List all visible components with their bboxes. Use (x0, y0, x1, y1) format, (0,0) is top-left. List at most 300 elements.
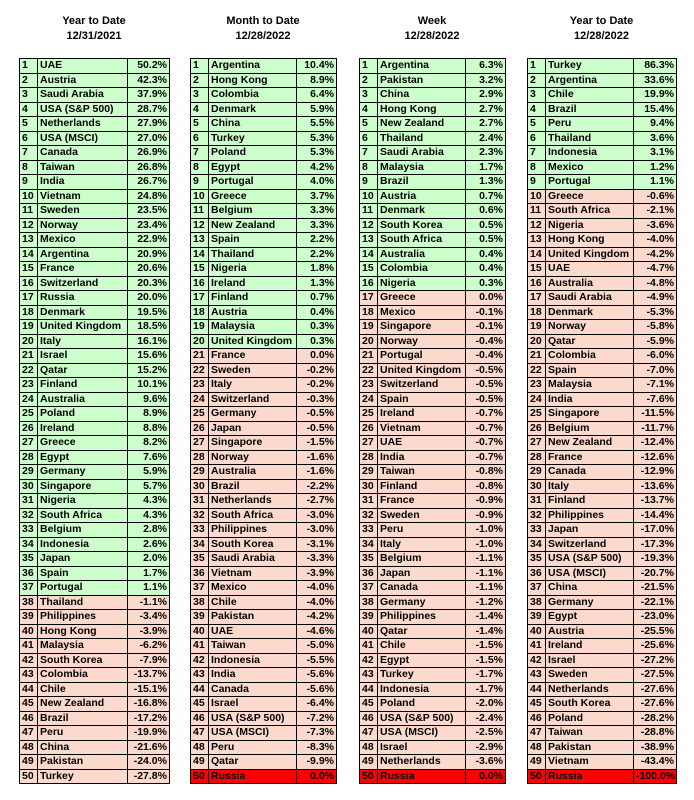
table-row (528, 624, 677, 639)
value-cell: -2.2% (297, 479, 337, 494)
country-cell: Philippines (38, 610, 128, 625)
value-cell: -5.6% (297, 682, 337, 697)
country-cell: Pakistan (209, 610, 297, 625)
country-cell: Belgium (38, 523, 128, 538)
value-cell: 3.3% (297, 218, 337, 233)
value-cell: -22.1% (634, 595, 677, 610)
value-cell: 27.0% (128, 131, 170, 146)
country-cell: Switzerland (546, 537, 634, 552)
value-cell: -100.0% (634, 769, 677, 784)
value-cell: -17.3% (634, 537, 677, 552)
value-cell: -0.7% (466, 450, 506, 465)
rank-cell: 33 (360, 523, 378, 538)
table-row (360, 349, 506, 364)
value-cell: 33.6% (634, 73, 677, 88)
value-cell: 0.4% (466, 262, 506, 277)
rank-cell: 9 (528, 175, 546, 190)
table-row (528, 740, 677, 755)
table-row (20, 537, 170, 552)
country-cell: Switzerland (209, 392, 297, 407)
value-cell: 15.4% (634, 102, 677, 117)
country-cell: Philippines (546, 508, 634, 523)
value-cell: -2.1% (634, 204, 677, 219)
rank-cell: 17 (20, 291, 38, 306)
rank-cell: 10 (360, 189, 378, 204)
country-cell: Argentina (378, 59, 466, 74)
rank-cell: 11 (191, 204, 209, 219)
table-row (191, 465, 337, 480)
value-cell: -5.6% (297, 668, 337, 683)
table-row (528, 494, 677, 509)
country-cell: Greece (209, 189, 297, 204)
rank-cell: 24 (528, 392, 546, 407)
table-row (360, 624, 506, 639)
rank-cell: 32 (360, 508, 378, 523)
rank-cell: 5 (360, 117, 378, 132)
table-row (20, 204, 170, 219)
country-cell: Japan (209, 421, 297, 436)
country-cell: China (209, 117, 297, 132)
country-cell: Taiwan (209, 639, 297, 654)
value-cell: -3.9% (297, 566, 337, 581)
rank-cell: 16 (20, 276, 38, 291)
country-cell: Nigeria (38, 494, 128, 509)
value-cell: 18.5% (128, 320, 170, 335)
country-cell: UAE (378, 436, 466, 451)
rank-cell: 6 (191, 131, 209, 146)
table-row (20, 624, 170, 639)
rank-cell: 35 (20, 552, 38, 567)
country-cell: France (546, 450, 634, 465)
country-cell: France (209, 349, 297, 364)
country-cell: Pakistan (378, 73, 466, 88)
country-cell: UAE (38, 59, 128, 74)
country-cell: Peru (38, 726, 128, 741)
rank-cell: 30 (360, 479, 378, 494)
value-cell: -3.9% (128, 624, 170, 639)
value-cell: -2.9% (466, 740, 506, 755)
panel-header (359, 14, 505, 44)
table-row (360, 537, 506, 552)
table-row (360, 450, 506, 465)
table-row (528, 653, 677, 668)
value-cell: 10.4% (297, 59, 337, 74)
table-row (528, 262, 677, 277)
country-cell: Denmark (38, 305, 128, 320)
table-row (191, 146, 337, 161)
table-row (360, 697, 506, 712)
rank-cell: 48 (360, 740, 378, 755)
rank-cell: 29 (20, 465, 38, 480)
table-row (360, 392, 506, 407)
rank-cell: 40 (528, 624, 546, 639)
table-row (360, 88, 506, 103)
country-cell: Germany (546, 595, 634, 610)
rank-cell: 33 (528, 523, 546, 538)
value-cell: -38.9% (634, 740, 677, 755)
country-cell: Sweden (38, 204, 128, 219)
table-row (528, 479, 677, 494)
table-row (528, 363, 677, 378)
rank-cell: 26 (360, 421, 378, 436)
value-cell: -7.6% (634, 392, 677, 407)
country-cell: Chile (546, 88, 634, 103)
value-cell: -3.0% (297, 508, 337, 523)
country-cell: Canada (209, 682, 297, 697)
rank-cell: 37 (191, 581, 209, 596)
value-cell: -0.5% (466, 363, 506, 378)
country-cell: Ireland (378, 407, 466, 422)
value-cell: -21.6% (128, 740, 170, 755)
value-cell: 9.4% (634, 117, 677, 132)
table-row (360, 595, 506, 610)
value-cell: 42.3% (128, 73, 170, 88)
country-cell: Austria (546, 624, 634, 639)
country-cell: Egypt (378, 653, 466, 668)
rank-cell: 41 (528, 639, 546, 654)
country-cell: Indonesia (38, 537, 128, 552)
table-row (20, 653, 170, 668)
table-row (360, 407, 506, 422)
table-row (20, 508, 170, 523)
country-cell: Argentina (38, 247, 128, 262)
country-cell: Nigeria (209, 262, 297, 277)
country-cell: UAE (546, 262, 634, 277)
country-cell: USA (MSCI) (38, 131, 128, 146)
rank-cell: 42 (191, 653, 209, 668)
table-row (528, 465, 677, 480)
country-cell: Israel (38, 349, 128, 364)
table-row (20, 421, 170, 436)
value-cell: 2.2% (297, 233, 337, 248)
table-row (528, 682, 677, 697)
value-cell: 7.6% (128, 450, 170, 465)
rank-cell: 10 (20, 189, 38, 204)
table-row (20, 523, 170, 538)
country-cell: South Africa (378, 233, 466, 248)
rank-cell: 15 (360, 262, 378, 277)
rank-cell: 48 (528, 740, 546, 755)
rank-cell: 39 (528, 610, 546, 625)
rank-cell: 31 (191, 494, 209, 509)
value-cell: -0.1% (466, 320, 506, 335)
value-cell: 0.6% (466, 204, 506, 219)
country-cell: China (546, 581, 634, 596)
table-row (191, 610, 337, 625)
rank-cell: 37 (20, 581, 38, 596)
table-row (20, 566, 170, 581)
rank-cell: 20 (191, 334, 209, 349)
panel-ytd-2022 (527, 14, 676, 784)
country-cell: Canada (378, 581, 466, 596)
value-cell: -0.7% (466, 436, 506, 451)
table-row (20, 668, 170, 683)
country-cell: Canada (546, 465, 634, 480)
rank-cell: 29 (528, 465, 546, 480)
country-cell: USA (MSCI) (378, 726, 466, 741)
table-row (20, 682, 170, 697)
table-row (360, 247, 506, 262)
country-cell: Indonesia (378, 682, 466, 697)
country-cell: Australia (209, 465, 297, 480)
rank-cell: 44 (528, 682, 546, 697)
value-cell: -14.4% (634, 508, 677, 523)
value-cell: -0.8% (466, 465, 506, 480)
rank-cell: 1 (528, 59, 546, 74)
value-cell: -13.7% (634, 494, 677, 509)
rank-cell: 30 (528, 479, 546, 494)
country-cell: Austria (378, 189, 466, 204)
value-cell: -1.6% (297, 450, 337, 465)
value-cell: -0.7% (466, 407, 506, 422)
table-row (360, 204, 506, 219)
table-row (20, 291, 170, 306)
country-cell: Pakistan (38, 755, 128, 770)
value-cell: -13.7% (128, 668, 170, 683)
country-cell: China (378, 88, 466, 103)
value-cell: -9.9% (297, 755, 337, 770)
table-row (528, 508, 677, 523)
table-row (191, 334, 337, 349)
table-row (191, 349, 337, 364)
table-row (528, 436, 677, 451)
table-row (528, 334, 677, 349)
table-row (528, 189, 677, 204)
rank-cell: 7 (528, 146, 546, 161)
value-cell: -3.0% (297, 523, 337, 538)
rank-cell: 23 (360, 378, 378, 393)
value-cell: -1.2% (466, 595, 506, 610)
country-cell: Indonesia (546, 146, 634, 161)
country-cell: Singapore (38, 479, 128, 494)
table-row (360, 581, 506, 596)
rank-cell: 18 (20, 305, 38, 320)
table-row (360, 233, 506, 248)
value-cell: -5.0% (297, 639, 337, 654)
rank-cell: 6 (528, 131, 546, 146)
country-cell: Finland (38, 378, 128, 393)
value-cell: 2.7% (466, 102, 506, 117)
table-row (20, 102, 170, 117)
value-cell: -5.3% (634, 305, 677, 320)
table-row (528, 523, 677, 538)
value-cell: 8.9% (297, 73, 337, 88)
country-cell: Italy (546, 479, 634, 494)
rank-cell: 2 (20, 73, 38, 88)
table-row (360, 334, 506, 349)
country-cell: Sweden (209, 363, 297, 378)
table-row (360, 175, 506, 190)
country-cell: Belgium (546, 421, 634, 436)
value-cell: 0.3% (297, 320, 337, 335)
table-row (191, 769, 337, 784)
table-row (528, 349, 677, 364)
rank-cell: 8 (20, 160, 38, 175)
rank-cell: 22 (20, 363, 38, 378)
value-cell: 5.7% (128, 479, 170, 494)
country-cell: Colombia (546, 349, 634, 364)
value-cell: -27.8% (128, 769, 170, 784)
rank-cell: 41 (191, 639, 209, 654)
value-cell: -0.8% (466, 479, 506, 494)
table-row (528, 755, 677, 770)
value-cell: -11.7% (634, 421, 677, 436)
table-row (191, 523, 337, 538)
rank-cell: 44 (191, 682, 209, 697)
country-cell: Russia (209, 769, 297, 784)
table-row (360, 465, 506, 480)
table-row (191, 552, 337, 567)
rank-cell: 38 (528, 595, 546, 610)
rank-cell: 28 (191, 450, 209, 465)
value-cell: 16.1% (128, 334, 170, 349)
rank-cell: 44 (360, 682, 378, 697)
value-cell: -0.5% (297, 407, 337, 422)
table-row (20, 247, 170, 262)
rank-cell: 28 (360, 450, 378, 465)
rank-cell: 20 (20, 334, 38, 349)
country-cell: Spain (546, 363, 634, 378)
country-cell: Belgium (209, 204, 297, 219)
country-cell: Denmark (378, 204, 466, 219)
rank-cell: 26 (191, 421, 209, 436)
value-cell: 4.0% (297, 175, 337, 190)
value-cell: 3.3% (297, 204, 337, 219)
table-row (360, 769, 506, 784)
value-cell: -1.1% (128, 595, 170, 610)
rank-cell: 40 (20, 624, 38, 639)
table-row (360, 73, 506, 88)
value-cell: -6.0% (634, 349, 677, 364)
rank-cell: 15 (191, 262, 209, 277)
table-row (20, 131, 170, 146)
table-row (528, 73, 677, 88)
table-row (360, 436, 506, 451)
rank-cell: 40 (191, 624, 209, 639)
table-row (191, 508, 337, 523)
table-row (528, 305, 677, 320)
country-cell: Italy (378, 537, 466, 552)
table-row (191, 291, 337, 306)
table-row (191, 73, 337, 88)
country-cell: Turkey (378, 668, 466, 683)
country-cell: Egypt (546, 610, 634, 625)
table-row (528, 88, 677, 103)
value-cell: 26.8% (128, 160, 170, 175)
country-cell: Peru (378, 523, 466, 538)
value-cell: 0.0% (466, 291, 506, 306)
country-cell: Egypt (38, 450, 128, 465)
rank-cell: 27 (191, 436, 209, 451)
table-row (191, 624, 337, 639)
country-cell: Saudi Arabia (209, 552, 297, 567)
country-cell: Colombia (38, 668, 128, 683)
table-row (528, 581, 677, 596)
country-cell: Sweden (378, 508, 466, 523)
rank-cell: 34 (360, 537, 378, 552)
panel-date: 12/28/2022 (235, 30, 291, 42)
rank-cell: 45 (360, 697, 378, 712)
rank-cell: 21 (191, 349, 209, 364)
value-cell: 0.3% (466, 276, 506, 291)
rank-cell: 2 (528, 73, 546, 88)
value-cell: -1.4% (466, 624, 506, 639)
rank-cell: 41 (20, 639, 38, 654)
rank-cell: 36 (528, 566, 546, 581)
rank-cell: 10 (191, 189, 209, 204)
country-cell: New Zealand (209, 218, 297, 233)
table-row (528, 421, 677, 436)
table-row (191, 363, 337, 378)
rank-cell: 8 (528, 160, 546, 175)
country-cell: Austria (38, 73, 128, 88)
country-cell: South Korea (209, 537, 297, 552)
table-row (20, 276, 170, 291)
rank-cell: 32 (20, 508, 38, 523)
value-cell: -28.8% (634, 726, 677, 741)
rank-cell: 16 (191, 276, 209, 291)
rank-cell: 28 (528, 450, 546, 465)
value-cell: -4.6% (297, 624, 337, 639)
country-cell: Australia (546, 276, 634, 291)
country-cell: Portugal (378, 349, 466, 364)
country-cell: Israel (378, 740, 466, 755)
table-row (360, 479, 506, 494)
rank-cell: 39 (20, 610, 38, 625)
country-cell: Peru (546, 117, 634, 132)
value-cell: -27.5% (634, 668, 677, 683)
country-cell: Poland (378, 697, 466, 712)
value-cell: -7.9% (128, 653, 170, 668)
country-cell: Portugal (546, 175, 634, 190)
table-row (360, 102, 506, 117)
rank-cell: 7 (360, 146, 378, 161)
rank-cell: 47 (528, 726, 546, 741)
rank-cell: 37 (360, 581, 378, 596)
value-cell: -27.6% (634, 682, 677, 697)
table-row (360, 146, 506, 161)
table-row (191, 175, 337, 190)
rank-cell: 10 (528, 189, 546, 204)
value-cell: 1.1% (128, 581, 170, 596)
table-row (191, 755, 337, 770)
rank-cell: 26 (528, 421, 546, 436)
country-cell: Pakistan (546, 740, 634, 755)
ranking-table (190, 58, 337, 784)
rank-cell: 46 (191, 711, 209, 726)
value-cell: 9.6% (128, 392, 170, 407)
table-row (20, 769, 170, 784)
table-row (20, 349, 170, 364)
value-cell: 2.6% (128, 537, 170, 552)
table-row (528, 407, 677, 422)
country-cell: USA (S&P 500) (378, 711, 466, 726)
value-cell: -20.7% (634, 566, 677, 581)
value-cell: 10.1% (128, 378, 170, 393)
value-cell: 19.5% (128, 305, 170, 320)
country-cell: Spain (378, 392, 466, 407)
value-cell: 20.6% (128, 262, 170, 277)
rank-cell: 6 (360, 131, 378, 146)
table-row (20, 117, 170, 132)
rank-cell: 8 (191, 160, 209, 175)
table-row (20, 494, 170, 509)
country-cell: Malaysia (209, 320, 297, 335)
country-cell: Japan (38, 552, 128, 567)
value-cell: -5.8% (634, 320, 677, 335)
country-cell: Peru (209, 740, 297, 755)
value-cell: 0.0% (297, 349, 337, 364)
